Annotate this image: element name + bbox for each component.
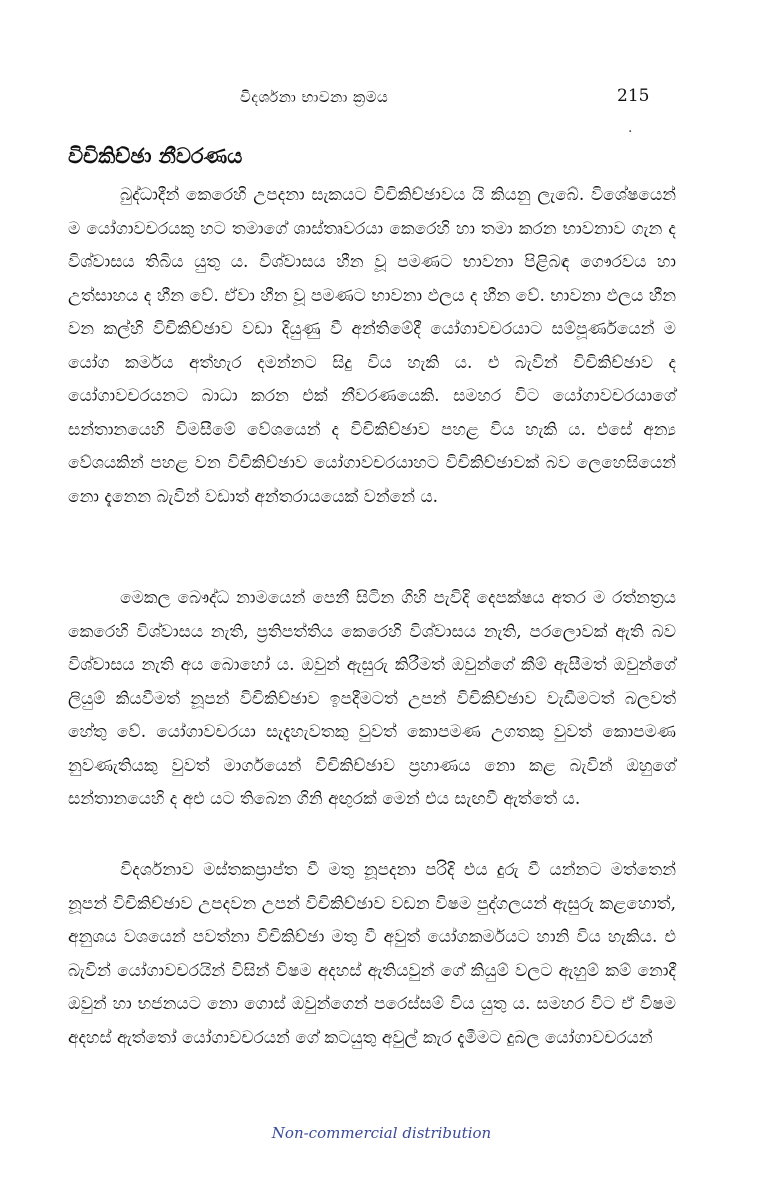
- distribution-footer: Non-commercial distribution: [271, 1124, 492, 1142]
- page-number: 215: [617, 86, 650, 106]
- running-header: [0, 88, 763, 112]
- body-paragraph-3: [68, 854, 676, 1055]
- paragraph-text: මෙකල බෞද්ධ නාමයෙන් පෙනී සිටින ගිහි පැවිදි දෙපක්ෂය අතර ම රත්නත්‍රය කෙරෙහි විශ්වාසය නැති, ප්‍රතිපත්තිය කෙරෙහි විශ්වාසය නැති, පරලොවක් ඇති බව විශ්වාසය නැති අය බොහෝ ය. ඔවුන් ඇසුරු කිරීමත් ඔවුන්ගේ කීම් ඇසීමත් ඔවුන්ගේ ලියුම් කියවීමත් නූපන් විචිකිච්ඡාව ඉපදීමටත් උපන් විචිකිච්ඡාව වැඩීමටත් බලවත් හේතු වේ. යෝගාවචරයා සැදැහැවතකු වුවත් කොපමණ උගතකු වුවත් කොපමණ නුවණැතියකු වුවත් මාර්ගයෙන් විචිකිච්ඡාව ප්‍රහාණය නො කළ බැවින් ඔහුගේ සන්තානයෙහි ද අළු යට තිබෙන ගිනි අඟුරක් මෙන් එය සැඟවී ඇත්තේ ය.: [68, 588, 676, 809]
- paragraph-text: බුද්ධාදීන් කෙරෙහි උපදනා සැකයට විචිකිච්ඡාවය යි කියනු ලැබේ. විශේෂයෙන් ම යෝගාවචරයකු හට තමාගේ ශාස්තෘවරයා කෙරෙහි හා තමා කරන භාවනාව ගැන ද විශ්වාසය තිබිය යුතු ය. විශ්වාසය හීන වූ පමණට භාවනා පිළිබඳ ගෞරවය හා උත්සාහය ද හීන වේ. ඒවා හීන වූ පමණට භාවනා ඵලය ද හීන වේ. භාවනා ඵලය හීන වන කල්හි විචිකිච්ඡාව වඩා දියුණු වී අන්තිමේදී යෝගාවචරයාට සම්පූර්ණයෙන් ම යෝග කර්මය අත්හැර දමන්නට සිදු විය හැකි ය. එ බැවින් විචිකිච්ඡාව ද යෝගාවචරයනට බාධා කරන එක් නීවරණයෙකි. සමහර විට යෝගාවචරයාගේ සන්තානයෙහි විමසීමේ වේශයෙන් ද විචිකිච්ඡාව පහළ විය හැකි ය. එසේ අන්‍ය වේශයකින් පහළ වන විචිකිච්ඡාව යෝගාවචරයාහට විචිකිච්ඡාවක් බව ලෙහෙසියෙන් නො දැනෙන බැවින් වඩාත් අන්තරායයෙක් වන්නේ ය.: [68, 185, 676, 507]
- stray-mark: ·: [628, 124, 633, 140]
- body-paragraph-2: [68, 582, 676, 817]
- paragraph-text: විදර්ශනාව මස්තකප්‍රාප්ත වී මතු නූපදනා පරිදි එය දුරු වී යන්නට මත්තෙන් නූපන් විචිකිච්ඡාව උපදවන උපන් විචිකිච්ඡාව වඩන විෂම පුද්ගලයන් ඇසුරු කළහොත්, අනුශය වශයෙන් පවත්නා විචිකිච්ඡා මතු වී අවුත් යෝගකර්මයට හානි විය හැකිය. එ බැවින් යෝගාවචරයින් විසින් විෂම අදහස් ඇතියවුන් ගේ කියුම් වලට ඇහුම් කම් නොදී ඔවුන් හා භජනයට නො ගොස් ඔවුන්ගෙන් පරෙස්සම් විය යුතු ය. සමහර විට ඒ විෂම අදහස් ඇත්තෝ යෝගාවචරයන් ගේ කටයුතු අවුල් කැර දැමීමට දුබල යෝගාවචරයන්: [68, 860, 676, 1048]
- running-title: විදර්ශනා භාවනා ක්‍රමය: [240, 88, 389, 106]
- body-paragraph-1: [68, 179, 676, 514]
- section-heading: විචිකිච්ඡා නීවරණය: [68, 143, 243, 168]
